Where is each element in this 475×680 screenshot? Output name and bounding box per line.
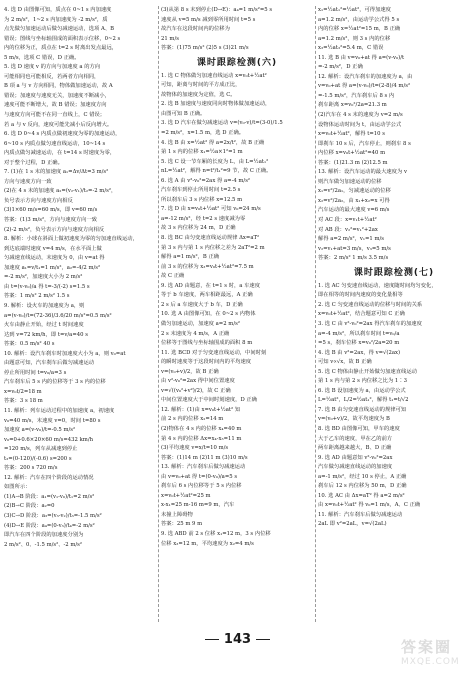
text-line: 内的位移 x=½at²=15 m，B 正确 <box>318 26 401 33</box>
text-line: 停止所用时间 t=v₀/a=3 s <box>4 369 67 376</box>
text-line: x=v₀t+½at²，解得 t=10 s <box>318 131 385 138</box>
text-line: (2)物体在 4 s 内的位移 x₄=40 m <box>161 425 242 432</box>
text-line: 等于 b 车速度，两车相距最远，A 正确 <box>161 292 253 299</box>
text-line: 负号表示方向与速度方向相反 <box>4 197 73 204</box>
text-line: 汽车刹车后 5 s 内的位移等于 3 s 内的位移 <box>4 379 106 386</box>
text-line: v=(v₀+v)/2，故 B 正确 <box>161 368 219 375</box>
text-line: 错误；加速度与速度无关，加速度不断减小， <box>4 92 110 99</box>
text-line: =2 m/s²，x=1.5 m，选 D 正确。 <box>161 130 245 137</box>
text-line: x₃=½at₃²=5.4 m，C 错误 <box>318 45 384 52</box>
text-line: 答案：200 s 720 m/s <box>4 465 58 472</box>
text-line: 做匀加速运动，加速度 a=2 m/s² <box>161 320 240 327</box>
text-line: (4)D→E 阶段：a₄=(0-v₃)/t₄=-2 m/s² <box>4 522 95 529</box>
text-line: x₁=v²/2a₁，匀减速运动的位移 <box>318 188 391 195</box>
column-middle-top-text <box>161 6 313 54</box>
text-line: 中间位置速度大于中间时刻速度，D 正确 <box>161 397 257 404</box>
text-line: a=-12 m/s²，经 t=2 s 速度减为零 <box>161 215 246 222</box>
text-line: 内质点做匀减速运动，在 t=14 s 时速度为零， <box>4 150 116 157</box>
text-line: 1. 选 C 物体做匀加速直线运动 x=v₀t+½at² <box>161 72 267 79</box>
text-line: 11. 选 B 由 v=v₀+at 得 a=(v-v₀)/t <box>318 54 405 61</box>
text-line: 6. 选 D 0~4 s 内质点做初速度为零的加速运动， <box>4 131 121 138</box>
text-line: 到达底端时速度 v=4 m/s，在水平面上做 <box>4 245 102 252</box>
text-line: v=(v₀+v)/2，故平均速度为 B <box>318 416 390 423</box>
text-line: 即汽车在四个阶段的加速度分别为 <box>4 532 84 539</box>
text-line: 大于乙车的速度，甲在乙的前方 <box>318 435 393 442</box>
text-line: 9. 解析：设火车的加速度为 a，则 <box>4 302 85 309</box>
text-line: =120 m/s，列车从减速到停止 <box>4 446 78 453</box>
text-line: 可能相同也可能相反，若两者方向相同， <box>4 73 100 80</box>
text-line: 9. 选 AD 由题意，在 t=1 s 时，a 车速度 <box>161 282 260 289</box>
text-line: 答案：(1)3 m/s²，方向与速度方向一致 <box>4 217 98 224</box>
text-line: 10. 选 A 由图像可知，在 0~2 s 内物体 <box>161 311 256 318</box>
text-line: x=v₀t+½at²，结合题意可知 C 正确 <box>318 311 405 318</box>
text-line: (3)平均速度 v=x/t=10 m/s <box>161 445 229 452</box>
text-line: 火车由静止开始，经过 t 时间速度 <box>4 322 84 329</box>
text-line: a=1.2 m/s²，则 3 s 内的位移 <box>318 35 391 42</box>
text-line: 点先做匀加速运动后做匀减速运动，选项 A、B <box>4 26 115 33</box>
text-line: 加速度 a₁=v/t₁=1 m/s²，a₂=-4/2 m/s² <box>4 264 101 271</box>
text-line: 所以刹车后 3 s 内位移 x=12.5 m <box>161 196 243 203</box>
text-line: =5 s，刹车位移 x=v₀²/2a=20 m <box>318 340 400 347</box>
text-line: (2)-2 m/s²，负号表示方向与速度方向相反 <box>4 226 105 233</box>
text-line: 由 v=v₀+at 得 t=(0-v₀)/a=5 s <box>161 473 238 480</box>
text-line: 第 1 s 内的位移 x₁=½a×1²=1 m <box>161 149 243 156</box>
text-line: 2. 选 C 匀变速直线运动的位移与时间的关系 <box>318 301 423 308</box>
text-line: 由图可知 B 正确。 <box>161 110 206 117</box>
text-line: 速度可能不断增大，故 B 错误；加速度方向 <box>4 102 107 109</box>
text-line: 内的位移为正，质点在 t=2 s 时离出发点最远， <box>4 45 118 52</box>
text-line: 2aL 即 v²=2aL，v=√(2aL) <box>318 521 387 528</box>
text-line: 6. 选 A 由 v²-v₀²=2ax 得 a=-4 m/s² <box>161 177 251 184</box>
text-line: 可知，距离与时间的平方成正比， <box>161 82 241 89</box>
text-line: 前 3 s 的位移为 x₃=v₀t+½at²=7.5 m <box>161 263 254 270</box>
text-line: 故 C 正确 <box>161 273 185 280</box>
text-line: 7. 选 D 由 x=v₀t+½at² 可知 v₀=24 m/s <box>161 206 261 213</box>
text-line: 汽车运动的最大速度 v=6 m/s <box>318 207 390 214</box>
page-number-dash-right <box>256 639 270 640</box>
text-line: 未撞上障碍物 <box>161 511 193 518</box>
text-line: 9. 选 ABD 前 2 s 位移 x₁=12 m，3 s 内位移 <box>161 530 271 537</box>
text-line: 8. 解析：小球在斜面上做初速度为零的匀加速直线运动， <box>4 236 138 243</box>
text-line: =-2 m/s²，D 正确 <box>318 64 363 71</box>
text-line: 达到 v=72 km/h，即 t=v/a=40 s <box>4 331 88 338</box>
text-line: 2 s 后 a 车速度大于 b 车，D 正确 <box>161 301 243 308</box>
text-line: a=1.2 m/s²，由运动学公式得 5 s <box>318 16 400 23</box>
text-line: x=v₀t+½at²=25 m <box>161 492 211 499</box>
text-line: (3)从第 8 s 末到停止(D→E)：a₄=1 m/s²=5 s <box>161 7 273 13</box>
text-line: (1)A→B 阶段：a₁=(v₁-v₀)/t₁=2 m/s² <box>4 493 95 500</box>
page-number-dash-left <box>205 639 219 640</box>
text-line: 匀减速直线运动，末速度为 0，由 v=at 得 <box>4 255 105 262</box>
text-line: 对 AB 段：v₂²=v₁²+2ax <box>318 226 378 233</box>
text-line: 即在相等的时间内速度的变化量相等 <box>318 292 403 299</box>
text-line: 位移等于图线与坐标轴围成的面积 8 m <box>161 340 253 347</box>
column-left <box>4 6 156 626</box>
text-line: 如图所示： <box>4 484 31 491</box>
text-line: 即刹车 10 s 后，汽车停止，则刹车 8 s <box>318 140 411 147</box>
text-line: v=√((v₀²+v²)/2)，故 C 正确 <box>161 387 231 394</box>
text-line: =-1.5 m/s²，汽车刹车后 8 s 内 <box>318 92 395 99</box>
text-line: 刹车后 6 s 内位移等于 5 s 内位移 <box>161 483 242 490</box>
text-line: 4. 选 D 由图像可知，质点在 0~1 s 内加速度 <box>4 7 112 13</box>
text-line: (2)B→C 阶段：a₂=0 <box>4 503 55 510</box>
watermark-bottom-text: MXQE.COM <box>401 657 460 667</box>
section-heading-7: 课时跟踪检测(七) <box>353 267 435 278</box>
text-line: 10. 选 AC 由 Δx=aT² 得 a=2 m/s² <box>318 492 405 499</box>
text-line: 为 2 m/s²，1~2 s 内加速度为 -2 m/s²，质 <box>4 16 108 23</box>
column-middle-bottom-text <box>161 72 313 549</box>
text-line: 汽车做匀减速直线运动的加速度 <box>318 464 393 471</box>
text-line: (3)C→D 阶段：a₃=(v₃-v₂)/t₃=-1.5 m/s² <box>4 512 102 519</box>
text-line: 12. 解析：汽车在四个阶段的运动情况 <box>4 474 94 481</box>
text-line: 第 1 s 内与第 2 s 内位移之比为 1∶3 <box>318 378 407 385</box>
text-line: 5. 选 C 设一节车厢的长度为 L，由 L=½at₁² <box>161 158 269 165</box>
text-line: 则汽车做匀加速运动的位移 <box>318 178 382 185</box>
text-line: 汽车刹车到停止所用时间 t=2.5 s <box>161 187 241 194</box>
text-line: a=-4 m/s²，所以刹车时间 t=v₀/a <box>318 330 400 337</box>
text-line: 刹车后 12 s 内位移为 50 m，D 正确 <box>318 483 407 490</box>
text-line: 21 m/s <box>161 35 179 42</box>
text-line: 由 v²-v₀²=2ax 得中间位置速度 <box>161 378 235 385</box>
text-line: x=v₀t/2=18 m <box>4 388 42 395</box>
text-line: v=v₀+at 得 a=(v-v₀)/t=(2-8)/4 m/s² <box>318 83 411 90</box>
text-line: 第 3 s 内与第 1 s 内位移之差为 2aT²=2 m <box>161 244 265 251</box>
text-line: t₃=(0-120)/(-0.6) s=200 s <box>4 455 72 462</box>
text-line: 位移 x₃=12 m，平均速度为 x₂=4 m/s <box>161 540 254 547</box>
text-line: 7. (1)在 1 s 末的加速度 a₁=Δv/Δt=3 m/s² <box>4 169 109 176</box>
text-line: 11. 解析：汽车刹车后做匀减速运动 <box>318 511 403 518</box>
text-line: 5. 选 C 物体由静止开始做匀加速直线运动 <box>318 368 417 375</box>
column-divider-left <box>158 6 159 622</box>
column-middle <box>161 6 313 626</box>
text-line: 13. 解析：设汽车运动的最大速度为 v <box>318 169 407 176</box>
text-line: 8. 选 BD 由图像可知，甲车的速度 <box>318 425 400 432</box>
text-line: 答案：(1)14 m (2)11 m (3)10 m/s <box>161 454 248 461</box>
text-line: 设物体运动时间为 t，由运动学公式 <box>318 121 402 128</box>
text-line: x-x₁=25 m-16 m=9 m，汽车 <box>161 502 235 509</box>
text-line: 7. 选 B 由匀变速直线运动的规律可知 <box>318 406 407 413</box>
text-line: 刹车距离 x=v₀²/2a=21.3 m <box>318 102 387 109</box>
text-line: 错误；图线与坐标轴围成的面积表示位移，0~2 s <box>4 35 121 42</box>
text-line: 答案：3 s 18 m <box>4 398 43 405</box>
text-line: (3)1×60 m/s=60 m/s，即 v=60 m/s <box>4 207 98 214</box>
section-heading-6: 课时跟踪检测(六) <box>196 57 278 68</box>
text-line: 内位移 x=v₀t+½at²=40 m <box>318 150 386 157</box>
text-line: 6~10 s 内质点做匀速直线运动，10~14 s <box>4 140 106 147</box>
text-line: 12. 解析：设汽车刹车的加速度为 a，由 <box>318 73 413 80</box>
column-right-top-text <box>318 6 470 264</box>
text-line: (2)在 4 s 末的加速度 a₂=(v₂-v₁)/t₂=-2 m/s²， <box>4 188 117 195</box>
text-line: 由题意可知，汽车刹车后做匀减速运动 <box>4 360 95 367</box>
text-line: L=½at²，L/2=½at₁²，解得 t₁=t/√2 <box>318 397 409 404</box>
text-line: 6. 选 B 设加速度为 a，由运动学公式 <box>318 387 406 394</box>
text-line: 12. 解析：(1)由 x=v₀t+½at² 知 <box>161 406 241 413</box>
text-line: 解得 a=1 m/s²，B 正确 <box>161 254 220 261</box>
text-line: a=-1 m/s²，经过 10 s 停止，A 正确 <box>318 473 407 480</box>
text-line: 由 x=v₀t+½at² 得 v₀=1 m/s，A、C 正确 <box>318 502 421 509</box>
text-line: =-2 m/s²，加速度大小为 2 m/s² <box>4 274 83 281</box>
text-line: 前 2 s 内的位移 x₂=14 m <box>161 416 224 423</box>
text-line: 速度从 v=5 m/s 减到零所用时间 t=5 s <box>161 16 256 23</box>
watermark-top-text: 答案圈 <box>401 638 453 656</box>
text-line: 3. 选 C 由 v²-v₀²=2ax 得汽车刹车的加速度 <box>318 320 422 327</box>
text-line: 1. 选 AC 匀变速直线运动，速度随时间均匀变化， <box>318 282 437 289</box>
text-line: 方向与速度方向一致 <box>4 178 52 185</box>
text-line: x₂=v²/2a₂，由 x₁+x₂=x 可得 <box>318 197 390 204</box>
watermark-logo <box>401 636 469 674</box>
text-line: (2)汽车在 4 s 末的速度为 v=2 m/s <box>318 112 403 119</box>
text-line: 对 AC 段：x=v₁t+½at² <box>318 217 377 224</box>
text-line: B 项 a 与 v 方向相同，物体做加速运动，故 A <box>4 83 113 90</box>
text-line: 2. 选 B 加速度与速度同向时物体做加速运动， <box>161 101 271 108</box>
text-line: 答案：(1)21.3 m (2)12.5 m <box>318 159 388 166</box>
text-line: 与速度方向可能不在同一直线上，C 错误； <box>4 112 106 119</box>
text-line: 解得 a=2 m/s²，v₁=1 m/s <box>318 236 385 243</box>
page-number-value: 143 <box>223 632 252 647</box>
text-line: 的瞬时速度等于这段时间内的平均速度 <box>161 359 252 366</box>
text-line: 答案：2 m/s² 1 m/s 3.5 m/s <box>318 255 389 262</box>
text-line: 5. 选 D 速度 v 的方向与加速度 a 的方向 <box>4 64 101 71</box>
text-line: 4. 选 B 由 v²=2ax，得 v=√(2ax) <box>318 349 401 356</box>
text-line: 答案：1 m/s² 2 m/s² 1.5 s <box>4 293 70 300</box>
text-line: x₁=½at₁²=½at²，可得加速度 <box>318 7 391 13</box>
text-line: 答案：25 m 9 m <box>161 521 203 528</box>
text-line: 11. 解析：列车运动过程中的加速度 a，初速度 <box>4 407 115 414</box>
text-line: 答案：0.5 m/s² 40 s <box>4 341 55 348</box>
text-line: 加速度 a=(v-v₀)/t=-0.5 m/s² <box>4 427 76 434</box>
text-line: 对于整个过程，D 正确。 <box>4 159 63 166</box>
text-line: 答案：(1)75 m/s² (2)5 s (3)21 m/s <box>161 45 249 52</box>
text-line: 若 a 与 v 反向，速度可能先减小后反向增大。 <box>4 121 113 128</box>
text-line: 4. 选 B 由 x=½at² 得 a=2x/t²，故 B 正确 <box>161 139 265 146</box>
text-line: 8. 选 BC 由匀变速直线运动规律 Δx=aT² <box>161 235 260 242</box>
text-line: a=(v-v₀)/t=(72-36)/3.6/20 m/s²=0.5 m/s² <box>4 312 112 319</box>
column-right-bottom-text <box>318 282 470 530</box>
text-line: 故 3 s 内位移为 24 m，D 正确 <box>161 225 236 232</box>
text-line: 故物体的加速度为定值，选 C。 <box>161 91 236 98</box>
text-line: 故汽车在这段时间内的位移为 <box>161 26 230 33</box>
text-line: 3. 选 D 汽车在做匀减速运动 v=(v₀-v)/t=(3-0)/1.5 <box>161 120 283 127</box>
column-right <box>318 6 470 626</box>
text-line: 两车距离越来越大，B、D 正确 <box>318 445 392 452</box>
text-line: 9. 选 AD 由题意知 v²-v₀²=2ax <box>318 454 393 461</box>
text-line: v₀=40 m/s，末速度 v=0，时间 t=80 s <box>4 417 101 424</box>
text-line: 10. 解析：设汽车刹车时加速度大小为 a，则 v₀=at <box>4 350 126 357</box>
text-line: v₂=v₁+at=3 m/s，v₃=5 m/s <box>318 245 391 252</box>
text-line: 第 4 s 内的位移 Δx=x₄-x₃=11 m <box>161 435 242 442</box>
text-line: 11. 选 BCD 对于匀变速直线运动，中间时刻 <box>161 349 267 356</box>
text-line: v₀=0+0.6×20×60 m/s=432 km/h <box>4 436 94 443</box>
text-line: 由 t=(v-v₀)/a 得 t=-3/(-2) s=1.5 s <box>4 283 90 290</box>
text-line: 可知 v∝√x，故 B 正确 <box>318 359 372 366</box>
text-line: nL=½at²，解得 n=t²/t₁²=9 节，故 C 正确。 <box>161 168 272 175</box>
column-divider-right <box>315 6 316 622</box>
text-line: 5 m/s，选项 C 错误，D 正确。 <box>4 54 80 61</box>
text-line: 13. 解析：汽车刹车后做匀减速运动 <box>161 464 246 471</box>
text-line: 2 m/s²、0、-1.5 m/s²、-2 m/s² <box>4 541 83 548</box>
text-line: 2 s 末速度为 4 m/s，A 正确 <box>161 330 230 337</box>
